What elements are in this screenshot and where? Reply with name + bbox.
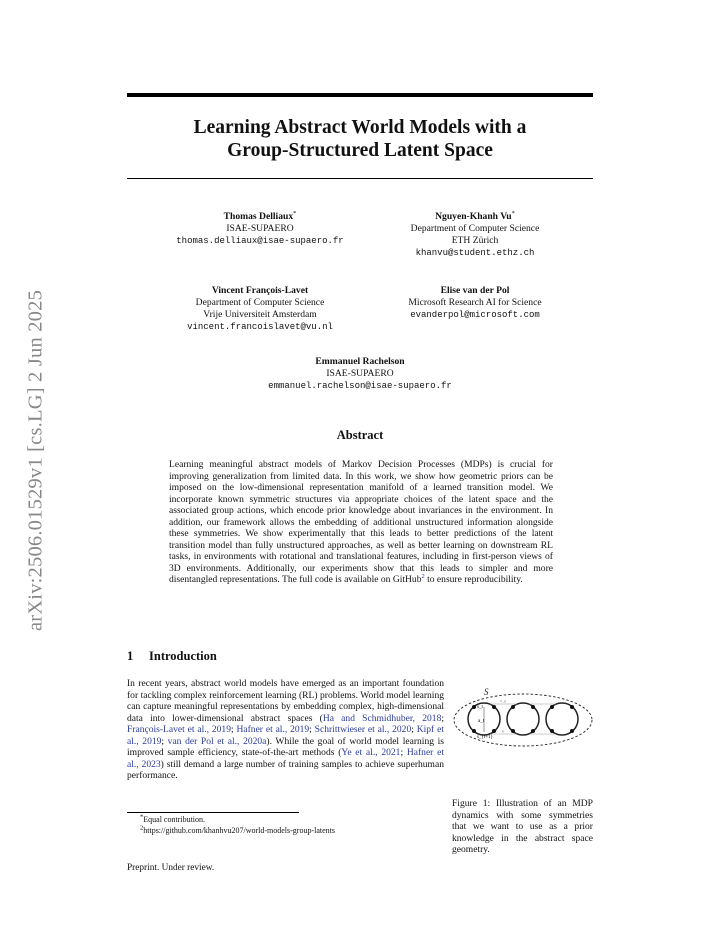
state-dot	[472, 729, 476, 733]
state-dot	[531, 729, 535, 733]
author-block	[370, 211, 580, 259]
state-dot	[492, 705, 496, 709]
author-affiliation: Microsoft Research AI for Science	[408, 297, 542, 308]
citation-link[interactable]: Ye et al., 2021	[341, 747, 401, 759]
figure-label-st1: s_{t+1}	[477, 735, 493, 740]
title-line-1: Learning Abstract World Models with a	[193, 117, 527, 138]
state-dot	[511, 705, 515, 709]
footnote-rule	[127, 812, 299, 813]
footnote	[140, 815, 205, 825]
author-name: Thomas Delliaux	[223, 211, 294, 222]
author-affiliation: ISAE-SUPAERO	[326, 368, 394, 379]
section-heading	[127, 649, 217, 664]
footnote	[140, 826, 335, 836]
intro-text: ;	[400, 747, 407, 759]
state-dot	[492, 729, 496, 733]
figure-label-s: S	[484, 687, 489, 697]
author-email[interactable]: thomas.delliaux@isae-supaero.fr	[176, 236, 344, 246]
author-name: Emmanuel Rachelson	[315, 356, 405, 367]
author-affiliation: ETH Zürich	[451, 235, 499, 246]
preprint-note: Preprint. Under review.	[127, 863, 215, 873]
author-name: Elise van der Pol	[440, 285, 510, 296]
abstract-tail: to ensure reproducibility.	[424, 574, 523, 586]
abstract-heading: Abstract	[336, 428, 384, 442]
footnote-mark: 2	[140, 824, 144, 832]
citation-link[interactable]: van der Pol et al., 2020a	[167, 735, 267, 747]
citation-link[interactable]: Hafner et al., 2023	[127, 747, 444, 770]
figure-label-g: g	[502, 728, 504, 733]
author-email[interactable]: evanderpol@microsoft.com	[410, 310, 540, 320]
intro-paragraph	[127, 678, 444, 782]
author-email[interactable]: emmanuel.rachelson@isae-supaero.fr	[268, 381, 452, 391]
citation-link[interactable]: François-Lavet et al., 2019	[127, 724, 231, 736]
figure-label-st: s_t	[477, 705, 483, 710]
abstract-body	[169, 459, 553, 586]
abstract-text: Learning meaningful abstract models of Markov Decision Processes (MDPs) is crucial for improving generalization from limited data. In this work, we show how geometric priors can be imposed on the low-dimensional representation manifold of a learned transition model. We incorporate known symmetric structures via appropriate choices of the latent space and the associated group actions, which encode prior knowledge about invariances in the environment. In addition, our framework allows the embedding of additional unstructured information alongside these symmetries. We show experimentally that this leads to better predictions of the latent transition model than fully unstructured approaches, as well as better learning on downstream RL tasks, in environments with rotational and translational features, including in first-person views of 3D environments. Additionally, our experiments show that this leads to simpler and more disentangled representations. The full code is available on GitHub	[169, 459, 553, 586]
abstract-footnote-mark[interactable]: 2	[421, 573, 425, 581]
top-rule	[127, 93, 593, 97]
figure-label-at: a_t	[478, 719, 485, 724]
state-dot	[472, 705, 476, 709]
figure-caption: Figure 1: Illustration of an MDP dynamics with some symmetries that we want to use as a prior knowledge in the abstract space geometry.	[452, 798, 593, 855]
state-dot	[531, 705, 535, 709]
paper-title	[127, 116, 593, 162]
author-affiliation: ISAE-SUPAERO	[226, 223, 294, 234]
author-mark: *	[511, 209, 515, 217]
state-dot	[511, 729, 515, 733]
footnote-text: Equal contribution.	[143, 815, 206, 824]
footnote-mark: *	[140, 813, 144, 821]
state-dot	[570, 729, 574, 733]
footnote-text[interactable]: https://github.com/khanhvu207/world-models-group-latents	[143, 826, 336, 835]
section-number: 1	[127, 649, 134, 663]
author-affiliation: Department of Computer Science	[195, 297, 325, 308]
arxiv-stamp: arXiv:2506.01529v1 [cs.LG] 2 Jun 2025	[24, 289, 47, 632]
citation-link[interactable]: Hafner et al., 2019	[236, 724, 310, 736]
state-dot	[550, 705, 554, 709]
author-name: Nguyen-Khanh Vu	[435, 211, 512, 222]
author-mark: *	[293, 209, 297, 217]
title-line-2: Group-Structured Latent Space	[227, 140, 493, 161]
figure-label-ag: α_g	[500, 698, 507, 703]
author-email[interactable]: khanvu@student.ethz.ch	[415, 248, 535, 258]
intro-text: ;	[441, 712, 444, 724]
author-name: Vincent François-Lavet	[211, 285, 309, 296]
intro-text: In recent years, abstract world models have emerged as an important foundation for tackling complex reinforcement learning (RL) problems. World model learning can capture meaningful representations by embedding complex, high-dimensional data into lower-dimensional abstract spaces (	[127, 678, 444, 724]
state-dot	[570, 705, 574, 709]
mdp-figure	[452, 686, 593, 786]
state-space-ellipse	[454, 694, 592, 746]
intro-text: ;	[230, 724, 237, 736]
author-affiliation: Vrije Universiteit Amsterdam	[203, 309, 317, 320]
intro-text: ) still demand a large number of training samples to achieve superhuman performance.	[127, 758, 444, 782]
author-email[interactable]: vincent.francoislavet@vu.nl	[187, 322, 333, 332]
state-dot	[550, 729, 554, 733]
intro-text: ;	[309, 724, 315, 736]
section-title: Introduction	[149, 649, 217, 663]
title-bottom-rule	[127, 178, 593, 179]
intro-text: ;	[161, 735, 168, 747]
citation-link[interactable]: Ha and Schmidhuber, 2018	[322, 712, 442, 724]
citation-link[interactable]: Kipf et al., 2019	[127, 724, 444, 747]
intro-text: ;	[411, 724, 417, 736]
author-affiliation: Department of Computer Science	[410, 223, 540, 234]
author-block	[150, 285, 370, 333]
intro-text: ). While the goal of world model learning is improved sample efficiency, state-of-the-art methods (	[127, 735, 444, 759]
author-block	[210, 356, 510, 392]
author-block	[150, 211, 370, 247]
citation-link[interactable]: Schrittwieser et al., 2020	[314, 724, 412, 736]
author-block	[370, 285, 580, 321]
